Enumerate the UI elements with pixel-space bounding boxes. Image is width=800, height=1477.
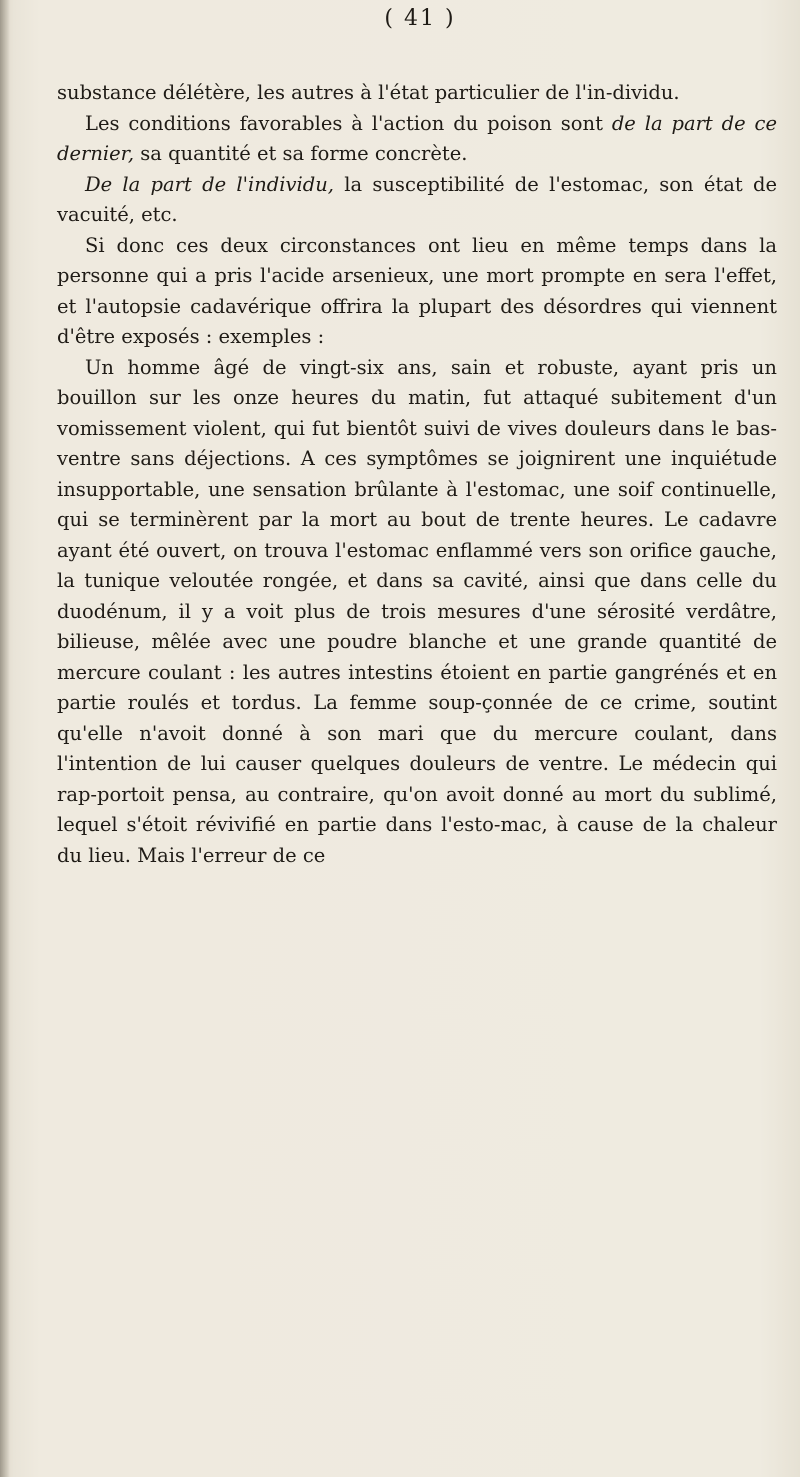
paragraph-2-italic: de la part de ce dernier, <box>57 111 777 165</box>
paragraph-2 <box>57 109 777 170</box>
paragraph-3-end: la susceptibilité de l'estomac, son état de vacuité, etc. <box>57 172 777 226</box>
binding-gutter <box>0 0 10 1477</box>
page-number: ( 41 ) <box>384 6 456 31</box>
paragraph-3 <box>57 170 777 231</box>
body-text <box>57 78 777 871</box>
paragraph-5: Un homme âgé de vingt-six ans, sain et robuste, ayant pris un bouillon sur les onze heures du matin, fut attaqué subitement d'un vomissement violent, qui fut bientôt suivi de vives douleurs dans le bas-ventre sans déjections. A ces symptômes se joignirent une inquiétude insupportable, une sensation brûlante à l'estomac, une soif continuelle, qui se terminèrent par la mort au bout de trente heures. Le cadavre ayant été ouvert, on trouva l'estomac enflammé vers son orifice gauche, la tunique veloutée rongée, et dans sa cavité, ainsi que dans celle du duodénum, il y a voit plus de trois mesures d'une sérosité verdâtre, bilieuse, mêlée avec une poudre blanche et une grande quantité de mercure coulant : les autres intestins étoient en partie gangrénés et en partie roulés et tordus. La femme soup-çonnée de ce crime, soutint qu'elle n'avoit donné à son mari que du mercure coulant, dans l'intention de lui causer quelques douleurs de ventre. Le médecin qui rap-portoit pensa, au contraire, qu'on avoit donné au mort du sublimé, lequel s'étoit révivifié en partie dans l'esto-mac, à cause de la chaleur du lieu. Mais l'erreur de ce <box>57 355 777 867</box>
paragraph-3-italic: De la part de l'individu, <box>85 172 334 196</box>
paragraph-1: substance délétère, les autres à l'état particulier de l'in-dividu. <box>57 81 680 104</box>
paragraph-2-end: sa quantité et sa forme concrète. <box>134 142 468 165</box>
paragraph-2-start: Les conditions favorables à l'action du poison sont <box>85 111 612 135</box>
paragraph-4: Si donc ces deux circonstances ont lieu en même temps dans la personne qui a pris l'acide arsenieux, une mort prompte en sera l'effet, et l'autopsie cadavérique offrira la plupart des désordres qui viennent d'être exposés : exemples : <box>57 233 777 348</box>
